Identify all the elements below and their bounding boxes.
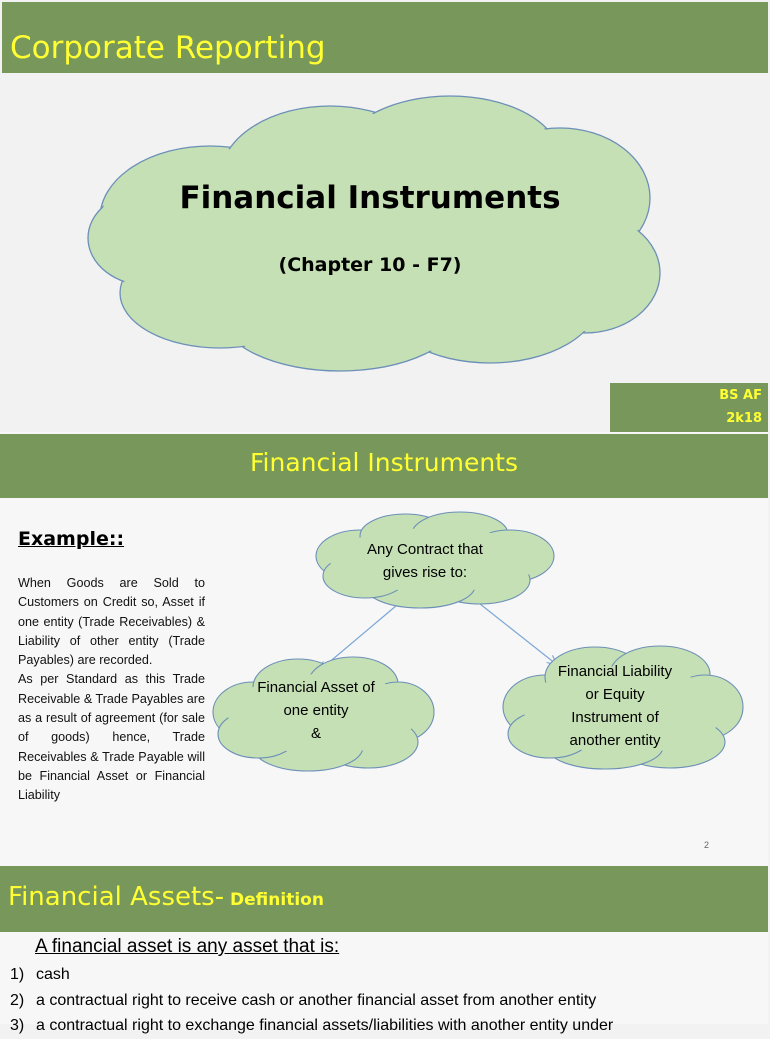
cloud-subtitle: (Chapter 10 - F7) [278,254,462,276]
list-item [10,962,770,988]
assets-header-bar [0,866,768,932]
slide-financial-assets [0,864,768,1034]
liability-cloud-line3: Instrument of [571,709,659,726]
assets-header-main: Financial Assets- [8,882,225,912]
title-cloud-shape [80,88,670,378]
slide-title-text: Corporate Reporting [10,30,326,66]
list-item-number: 1) [10,966,25,983]
contract-cloud-text [330,538,520,584]
course-badge-line1: BS AF [719,388,762,403]
list-item [10,988,770,1014]
asset-cloud-line1: Financial Asset of [257,679,375,696]
slide-example [0,432,768,864]
example-header-text: Financial Instruments [250,448,518,477]
assets-definition-list [10,962,770,1039]
cloud-title: Financial Instruments [179,180,561,216]
asset-cloud-text [226,676,406,745]
page-number: 2 [704,840,710,850]
list-item-text: a contractual right to receive cash or another financial asset from another entity [36,991,597,1009]
course-badge-line2: 2k18 [726,411,762,426]
title-header-bar [2,2,768,73]
liability-cloud-line2: or Equity [585,686,645,703]
liability-cloud-line4: another entity [569,732,661,749]
example-paragraph-1: When Goods are Sold to Customers on Credit so, Asset if one entity (Trade Receivables) & Liability of other entity (Trade Payables) are recorded. [18,576,205,668]
assets-header-text [8,882,324,912]
assets-intro: A financial asset is any asset that is: [35,936,340,957]
liability-cloud-line1: Financial Liability [557,663,673,680]
contract-cloud-line1: Any Contract that [367,541,483,558]
list-item [10,1013,770,1039]
contract-cloud-line2: gives rise to: [382,564,468,581]
example-label: Example:: [18,528,125,550]
list-item-text: cash [36,966,70,983]
list-item-number: 3) [10,1017,25,1034]
assets-header-sub: Definition [224,890,324,910]
example-paragraph-2: As per Standard as this Trade Receivable & Trade Payables are as a result of agreement (for sale of goods) hence, Trade Receivables & Trade Payable will be Financial Asset or Financial Liability [18,672,205,803]
course-badge [610,383,768,432]
asset-cloud-line2: one entity [283,702,349,719]
asset-cloud-line3: & [310,725,321,742]
list-item-number: 2) [10,991,25,1009]
list-item-text: a contractual right to exchange financial assets/liabilities with another entity under [36,1017,614,1034]
slide-title [0,0,768,432]
liability-cloud-text [525,660,705,752]
